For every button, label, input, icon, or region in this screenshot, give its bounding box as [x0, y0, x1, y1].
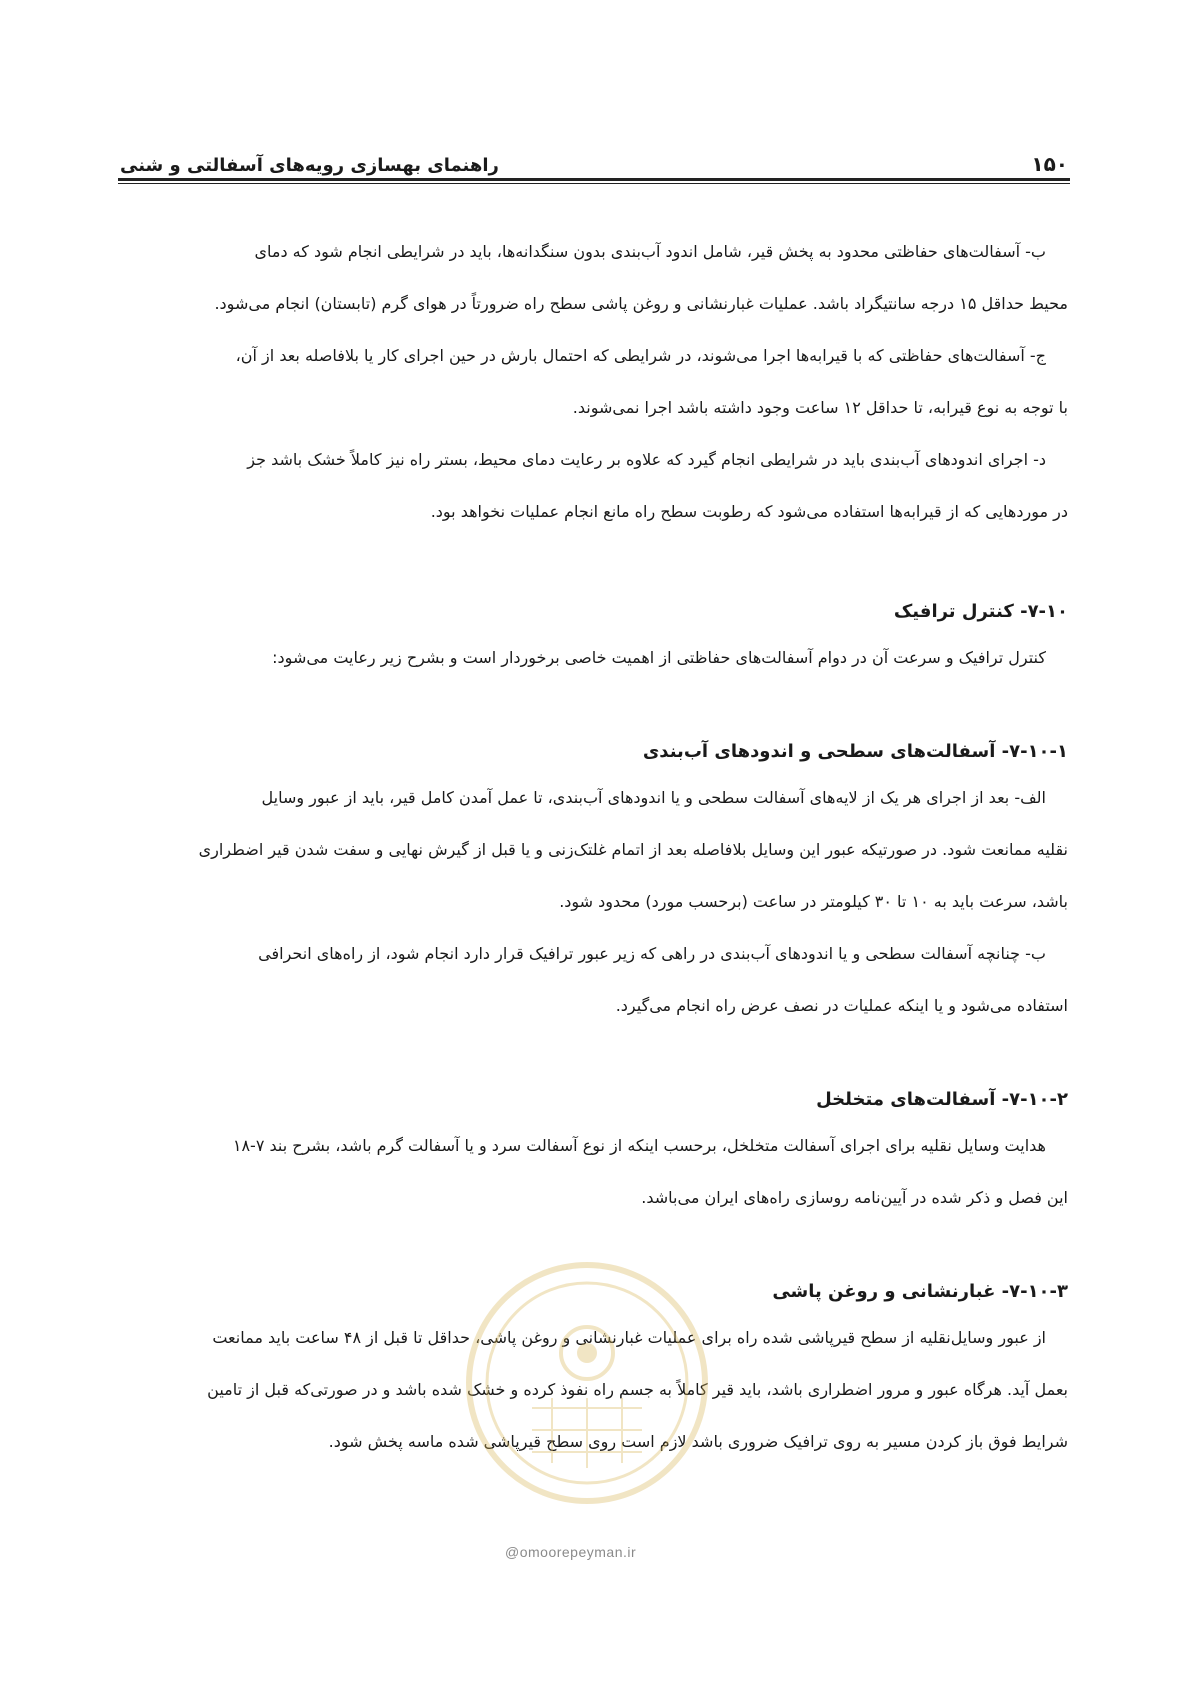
paragraph-b-line2: محیط حداقل ۱۵ درجه سانتیگراد باشد. عملیات غبارنشانی و روغن پاشی سطح راه ضرورتاً در هوای گرم (تابستان) انجام می‌شود. [214, 294, 1068, 313]
dust-line2: بعمل آید. هرگاه عبور و مرور اضطراری باشد، باید قیر کاملاً به جسم راه نفوذ کرده و خشک شده باشد و در صورتی‌که قبل از تامین [207, 1380, 1068, 1399]
dust-line1: از عبور وسایل‌نقلیه از سطح قیرپاشی شده راه برای عملیات غبارنشانی و روغن پاشی، حداقل تا قبل از ۴۸ ساعت باید ممانعت [212, 1328, 1046, 1347]
surface-be-line2: استفاده می‌شود و یا اینکه عملیات در نصف عرض راه انجام می‌گیرد. [615, 996, 1068, 1015]
page-header [120, 146, 1068, 176]
paragraph-j-line1: ج- آسفالت‌های حفاظتی که با قیرابه‌ها اجرا می‌شوند، در شرایطی که احتمال بارش در حین اجرای کار یا بلافاصله بعد از آن، [235, 346, 1046, 365]
surface-alef-line2: نقلیه ممانعت شود. در صورتیکه عبور این وسایل بلافاصله بعد از اتمام غلتک‌زنی و یا قبل از گیرش نهایی و سفت شدن قیر اضطراری [198, 840, 1068, 859]
book-title: راهنمای بهسازی رویه‌های آسفالتی و شنی [120, 155, 499, 176]
surface-alef-line1: الف- بعد از اجرای هر یک از لایه‌های آسفالت سطحی و یا اندودهای آب‌بندی، تا عمل آمدن کامل قیر، باید از عبور وسایل [261, 788, 1046, 807]
section-heading-porous-asphalt: ۷-۱۰-۲- آسفالت‌های متخلخل [816, 1089, 1068, 1110]
section-heading-dust-oil: ۷-۱۰-۳- غبارنشانی و روغن پاشی [772, 1281, 1068, 1302]
porous-line2: این فصل و ذکر شده در آیین‌نامه روسازی راه‌های ایران می‌باشد. [641, 1188, 1068, 1207]
spacer [120, 1224, 1068, 1272]
paragraph-j-line2: با توجه به نوع قیرابه، تا حداقل ۱۲ ساعت وجود داشته باشد اجرا نمی‌شوند. [572, 398, 1068, 417]
paragraph-d-line1: د- اجرای اندودهای آب‌بندی باید در شرایطی انجام گیرد که علاوه بر رعایت دمای محیط، بستر راه نیز کاملاً خشک باشد جز [247, 450, 1046, 469]
section-heading-surface-asphalt: ۷-۱۰-۱- آسفالت‌های سطحی و اندودهای آب‌بندی [642, 741, 1068, 762]
section-heading-traffic-control: ۷-۱۰- کنترل ترافیک [893, 601, 1068, 622]
spacer [120, 1032, 1068, 1080]
page-body [120, 226, 1068, 1468]
paragraph-b-line1: ب- آسفالت‌های حفاظتی محدود به پخش قیر، شامل اندود آب‌بندی بدون سنگدانه‌ها، باید در شرایطی انجام شود که دمای [254, 242, 1046, 261]
surface-alef-line3: باشد، سرعت باید به ۱۰ تا ۳۰ کیلومتر در ساعت (برحسب مورد) محدود شود. [559, 892, 1068, 911]
paragraph-d-line2: در موردهایی که از قیرابه‌ها استفاده می‌شود که رطوبت سطح راه مانع انجام عملیات نخواهد بود. [430, 502, 1068, 521]
header-rule [118, 178, 1070, 184]
spacer [120, 684, 1068, 732]
page-number: ۱۵۰ [1031, 152, 1068, 176]
watermark-url: @omoorepeyman.ir [505, 1544, 637, 1560]
porous-line1: هدایت وسایل نقلیه برای اجرای آسفالت متخلخل، برحسب اینکه از نوع آسفالت سرد و یا آسفالت گرم باشد، بشرح بند ۷-۱۸ [232, 1136, 1046, 1155]
surface-be-line1: ب- چنانچه آسفالت سطحی و یا اندودهای آب‌بندی در راهی که زیر عبور ترافیک قرار دارد انجام شود، از راه‌های انحرافی [258, 944, 1046, 963]
dust-line3: شرایط فوق باز کردن مسیر به روی ترافیک ضروری باشد لازم است روی سطح قیرپاشی شده ماسه پخش شود. [328, 1432, 1068, 1451]
traffic-control-intro: کنترل ترافیک و سرعت آن در دوام آسفالت‌های حفاظتی از اهمیت خاصی برخوردار است و بشرح زیر رعایت می‌شود: [272, 648, 1046, 667]
spacer [120, 538, 1068, 592]
